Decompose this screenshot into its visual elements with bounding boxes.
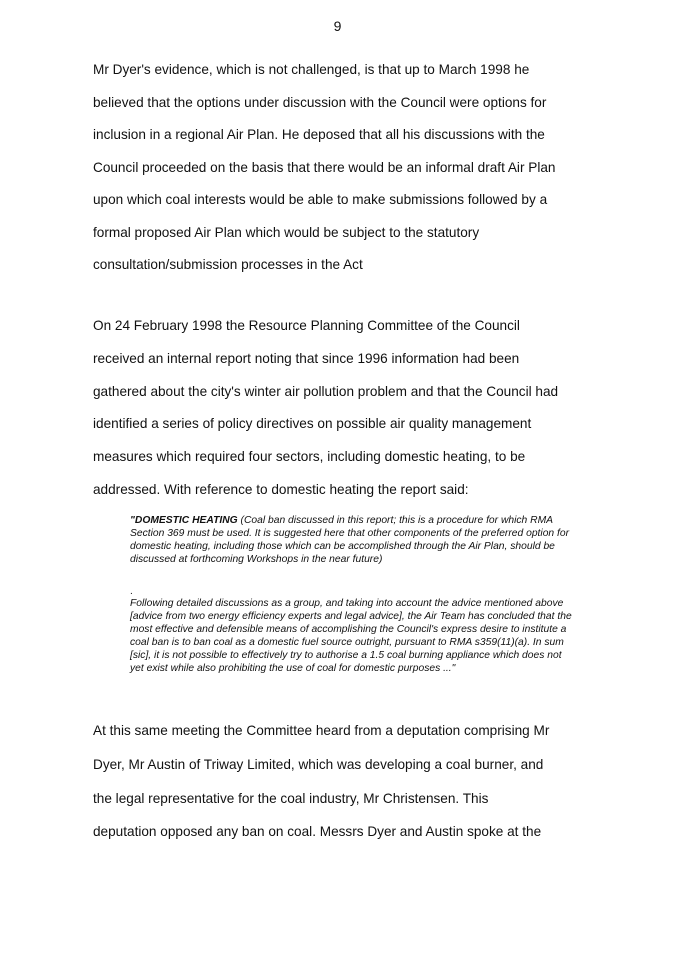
text-line: Mr Dyer's evidence, which is not challenged, is that up to March 1998 he (93, 62, 530, 77)
text-line: identified a series of policy directives on possible air quality management (93, 416, 532, 431)
text-line: inclusion in a regional Air Plan. He deposed that all his discussions with the (93, 127, 545, 142)
text-line: Dyer, Mr Austin of Triway Limited, which was developing a coal burner, and (93, 757, 544, 772)
text-line: believed that the options under discussion with the Council were options for (93, 95, 547, 110)
text-line: At this same meeting the Committee heard from a deputation comprising Mr (93, 723, 550, 738)
block-quote-domestic-heating (130, 514, 575, 566)
text-line: gathered about the city's winter air pollution problem and that the Council had (93, 384, 559, 399)
quote-separator: . (130, 586, 133, 597)
text-line: received an internal report noting that since 1996 information had been (93, 351, 520, 366)
text-line: upon which coal interests would be able to make submissions followed by a (93, 192, 548, 207)
quote-heading: "DOMESTIC HEATING (130, 515, 238, 526)
text-line: measures which required four sectors, including domestic heating, to be (93, 449, 526, 464)
text-line: Council proceeded on the basis that there would be an informal draft Air Plan (93, 160, 556, 175)
block-quote-air-team (130, 597, 575, 675)
text-line: addressed. With reference to domestic heating the report said: (93, 482, 469, 497)
quote-text: (Coal ban discussed in this report; this is a procedure for which RMA Section 369 must be used. It is suggested here that other components of the preferred option for domestic heating, including those which can be accomplished through the Air Plan, should be discussed at forthcoming Workshops in the near future) (130, 515, 570, 565)
text-line: deputation opposed any ban on coal. Messrs Dyer and Austin spoke at the (93, 824, 542, 839)
text-line: On 24 February 1998 the Resource Planning Committee of the Council (93, 318, 520, 333)
text-line: consultation/submission processes in the Act (93, 257, 363, 272)
quote-text: Following detailed discussions as a group, and taking into account the advice mentioned above [advice from two energy efficiency experts and legal advice], the Air Team has concluded that the most effective and defensible means of accomplishing the Council's express desire to institute a coal ban is to ban coal as a domestic fuel source outright, pursuant to RMA s359(11)(a). In sum [sic], it is not possible to effectively try to authorise a 1.5 coal burning appliance which does not yet exist while also prohibiting the use of coal for domestic purposes ..." (130, 598, 572, 674)
page-number: 9 (333, 18, 342, 34)
text-line: the legal representative for the coal industry, Mr Christensen. This (93, 791, 489, 806)
text-line: formal proposed Air Plan which would be subject to the statutory (93, 225, 480, 240)
